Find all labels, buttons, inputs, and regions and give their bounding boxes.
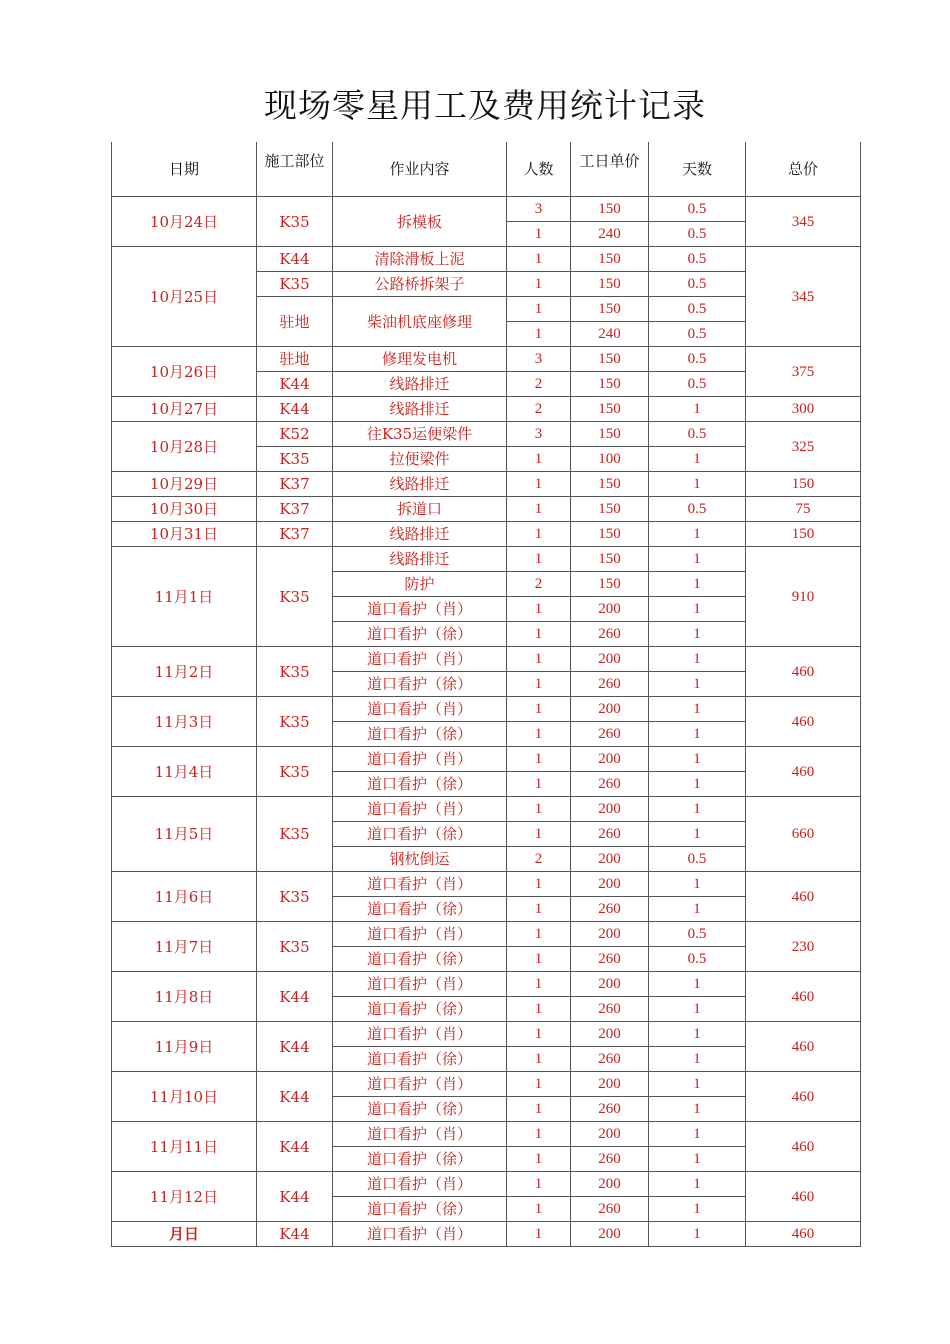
people-cell: 1 — [507, 672, 571, 697]
days-cell: 1 — [649, 872, 746, 897]
table-row — [112, 1072, 861, 1097]
table-row — [112, 747, 861, 772]
people-cell: 1 — [507, 547, 571, 572]
table-row — [112, 1222, 861, 1247]
unit-price-cell: 200 — [571, 647, 649, 672]
people-cell: 1 — [507, 747, 571, 772]
labor-cost-table — [111, 142, 861, 1247]
location-cell: K35 — [257, 747, 333, 797]
header-date: 日期 — [112, 142, 257, 197]
date-cell: 10月24日 — [112, 197, 257, 247]
content-cell: 柴油机底座修理 — [333, 297, 507, 347]
people-cell: 2 — [507, 397, 571, 422]
content-cell: 道口看护（徐） — [333, 1147, 507, 1172]
header-location: 施工部位 — [257, 142, 333, 197]
location-cell: K44 — [257, 972, 333, 1022]
unit-price-cell: 260 — [571, 1047, 649, 1072]
days-cell: 1 — [649, 1122, 746, 1147]
total-cell: 910 — [746, 547, 861, 647]
date-cell: 11月5日 — [112, 797, 257, 872]
days-cell: 1 — [649, 1097, 746, 1122]
content-cell: 线路排迁 — [333, 372, 507, 397]
people-cell: 1 — [507, 647, 571, 672]
location-cell: K35 — [257, 872, 333, 922]
people-cell: 1 — [507, 697, 571, 722]
people-cell: 1 — [507, 297, 571, 322]
people-cell: 1 — [507, 597, 571, 622]
location-cell: K44 — [257, 1172, 333, 1222]
content-cell: 道口看护（肖） — [333, 922, 507, 947]
people-cell: 2 — [507, 572, 571, 597]
content-cell: 道口看护（肖） — [333, 872, 507, 897]
unit-price-cell: 240 — [571, 222, 649, 247]
table-row — [112, 797, 861, 822]
table-row — [112, 972, 861, 997]
unit-price-cell: 200 — [571, 1022, 649, 1047]
page-title: 现场零星用工及费用统计记录 — [264, 86, 706, 125]
unit-price-cell: 200 — [571, 1222, 649, 1247]
total-cell: 460 — [746, 1072, 861, 1122]
location-cell: K52 — [257, 422, 333, 447]
people-cell: 1 — [507, 897, 571, 922]
content-cell: 道口看护（肖） — [333, 747, 507, 772]
date-cell: 11月10日 — [112, 1072, 257, 1122]
days-cell: 1 — [649, 722, 746, 747]
date-cell: 11月9日 — [112, 1022, 257, 1072]
people-cell: 1 — [507, 872, 571, 897]
location-cell: K35 — [257, 547, 333, 647]
location-cell: K35 — [257, 647, 333, 697]
location-cell: 驻地 — [257, 347, 333, 372]
date-cell: 11月6日 — [112, 872, 257, 922]
unit-price-cell: 260 — [571, 622, 649, 647]
content-cell: 道口看护（徐） — [333, 722, 507, 747]
days-cell: 0.5 — [649, 922, 746, 947]
total-cell: 460 — [746, 872, 861, 922]
table-row — [112, 922, 861, 947]
table-row — [112, 1022, 861, 1047]
table-row — [112, 1172, 861, 1197]
date-cell: 10月30日 — [112, 497, 257, 522]
total-cell: 230 — [746, 922, 861, 972]
table-row — [112, 497, 861, 522]
date-cell: 11月4日 — [112, 747, 257, 797]
unit-price-cell: 200 — [571, 872, 649, 897]
location-cell: K37 — [257, 472, 333, 497]
people-cell: 1 — [507, 222, 571, 247]
people-cell: 1 — [507, 272, 571, 297]
total-cell: 150 — [746, 522, 861, 547]
people-cell: 1 — [507, 522, 571, 547]
date-cell: 10月27日 — [112, 397, 257, 422]
days-cell: 1 — [649, 647, 746, 672]
content-cell: 线路排迁 — [333, 472, 507, 497]
table-row — [112, 247, 861, 272]
people-cell: 3 — [507, 347, 571, 372]
people-cell: 1 — [507, 1197, 571, 1222]
total-cell: 460 — [746, 697, 861, 747]
unit-price-cell: 260 — [571, 947, 649, 972]
location-cell: K44 — [257, 1222, 333, 1247]
days-cell: 1 — [649, 897, 746, 922]
location-cell: K35 — [257, 197, 333, 247]
days-cell: 0.5 — [649, 222, 746, 247]
content-cell: 道口看护（肖） — [333, 1172, 507, 1197]
people-cell: 1 — [507, 1122, 571, 1147]
content-cell: 往K35运便梁件 — [333, 422, 507, 447]
days-cell: 1 — [649, 522, 746, 547]
days-cell: 1 — [649, 997, 746, 1022]
people-cell: 1 — [507, 1222, 571, 1247]
content-cell: 道口看护（徐） — [333, 1197, 507, 1222]
unit-price-cell: 200 — [571, 1072, 649, 1097]
content-cell: 钢枕倒运 — [333, 847, 507, 872]
days-cell: 0.5 — [649, 297, 746, 322]
unit-price-cell: 150 — [571, 572, 649, 597]
days-cell: 1 — [649, 1222, 746, 1247]
content-cell: 道口看护（徐） — [333, 947, 507, 972]
unit-price-cell: 200 — [571, 1122, 649, 1147]
people-cell: 1 — [507, 997, 571, 1022]
unit-price-cell: 200 — [571, 797, 649, 822]
unit-price-cell: 260 — [571, 1097, 649, 1122]
unit-price-cell: 200 — [571, 922, 649, 947]
people-cell: 1 — [507, 922, 571, 947]
location-cell: K35 — [257, 272, 333, 297]
table-row — [112, 197, 861, 222]
people-cell: 1 — [507, 1097, 571, 1122]
days-cell: 1 — [649, 972, 746, 997]
date-cell: 11月8日 — [112, 972, 257, 1022]
content-cell: 道口看护（徐） — [333, 672, 507, 697]
location-cell: K44 — [257, 247, 333, 272]
days-cell: 0.5 — [649, 947, 746, 972]
content-cell: 道口看护（徐） — [333, 772, 507, 797]
location-cell: K35 — [257, 447, 333, 472]
header-row — [112, 142, 861, 197]
date-cell: 月日 — [112, 1222, 257, 1247]
date-cell: 11月7日 — [112, 922, 257, 972]
location-cell: K44 — [257, 1122, 333, 1172]
days-cell: 1 — [649, 1197, 746, 1222]
unit-price-cell: 260 — [571, 672, 649, 697]
total-cell: 460 — [746, 972, 861, 1022]
unit-price-cell: 200 — [571, 747, 649, 772]
people-cell: 2 — [507, 372, 571, 397]
content-cell: 线路排迁 — [333, 547, 507, 572]
unit-price-cell: 150 — [571, 347, 649, 372]
days-cell: 1 — [649, 547, 746, 572]
content-cell: 线路排迁 — [333, 397, 507, 422]
days-cell: 1 — [649, 1147, 746, 1172]
header-unit-price: 工日单价 — [571, 142, 649, 197]
total-cell: 300 — [746, 397, 861, 422]
content-cell: 道口看护（肖） — [333, 797, 507, 822]
unit-price-cell: 150 — [571, 247, 649, 272]
people-cell: 1 — [507, 797, 571, 822]
days-cell: 1 — [649, 1072, 746, 1097]
days-cell: 1 — [649, 747, 746, 772]
table-row — [112, 697, 861, 722]
total-cell: 460 — [746, 1172, 861, 1222]
content-cell: 公路桥拆架子 — [333, 272, 507, 297]
content-cell: 防护 — [333, 572, 507, 597]
unit-price-cell: 150 — [571, 422, 649, 447]
content-cell: 道口看护（肖） — [333, 1022, 507, 1047]
location-cell: K35 — [257, 697, 333, 747]
content-cell: 修理发电机 — [333, 347, 507, 372]
table-row — [112, 647, 861, 672]
content-cell: 道口看护（徐） — [333, 822, 507, 847]
unit-price-cell: 260 — [571, 822, 649, 847]
table-row — [112, 347, 861, 372]
days-cell: 1 — [649, 822, 746, 847]
unit-price-cell: 100 — [571, 447, 649, 472]
total-cell: 460 — [746, 647, 861, 697]
table-row — [112, 872, 861, 897]
unit-price-cell: 150 — [571, 522, 649, 547]
unit-price-cell: 200 — [571, 1172, 649, 1197]
people-cell: 1 — [507, 947, 571, 972]
total-cell: 345 — [746, 197, 861, 247]
date-cell: 10月29日 — [112, 472, 257, 497]
content-cell: 道口看护（徐） — [333, 1097, 507, 1122]
table-body — [112, 197, 861, 1247]
people-cell: 1 — [507, 1022, 571, 1047]
unit-price-cell: 200 — [571, 847, 649, 872]
total-cell: 460 — [746, 1022, 861, 1072]
unit-price-cell: 150 — [571, 197, 649, 222]
content-cell: 道口看护（徐） — [333, 1047, 507, 1072]
date-cell: 10月31日 — [112, 522, 257, 547]
content-cell: 道口看护（徐） — [333, 897, 507, 922]
date-cell: 11月11日 — [112, 1122, 257, 1172]
content-cell: 拉便梁件 — [333, 447, 507, 472]
table-row — [112, 1122, 861, 1147]
days-cell: 0.5 — [649, 347, 746, 372]
people-cell: 1 — [507, 1072, 571, 1097]
days-cell: 0.5 — [649, 322, 746, 347]
unit-price-cell: 150 — [571, 547, 649, 572]
table-row — [112, 522, 861, 547]
people-cell: 3 — [507, 422, 571, 447]
header-total: 总价 — [746, 142, 861, 197]
location-cell: K35 — [257, 922, 333, 972]
content-cell: 道口看护（徐） — [333, 622, 507, 647]
date-cell: 10月25日 — [112, 247, 257, 347]
days-cell: 0.5 — [649, 497, 746, 522]
people-cell: 1 — [507, 1047, 571, 1072]
content-cell: 道口看护（肖） — [333, 697, 507, 722]
content-cell: 道口看护（肖） — [333, 597, 507, 622]
unit-price-cell: 200 — [571, 697, 649, 722]
unit-price-cell: 150 — [571, 297, 649, 322]
content-cell: 道口看护（肖） — [333, 972, 507, 997]
total-cell: 660 — [746, 797, 861, 872]
days-cell: 0.5 — [649, 847, 746, 872]
days-cell: 1 — [649, 1172, 746, 1197]
date-cell: 11月12日 — [112, 1172, 257, 1222]
days-cell: 1 — [649, 772, 746, 797]
total-cell: 75 — [746, 497, 861, 522]
location-cell: 驻地 — [257, 297, 333, 347]
location-cell: K44 — [257, 1022, 333, 1072]
location-cell: K37 — [257, 497, 333, 522]
unit-price-cell: 150 — [571, 397, 649, 422]
content-cell: 道口看护（徐） — [333, 997, 507, 1022]
date-cell: 11月1日 — [112, 547, 257, 647]
date-cell: 11月3日 — [112, 697, 257, 747]
unit-price-cell: 260 — [571, 772, 649, 797]
total-cell: 460 — [746, 1122, 861, 1172]
table-row — [112, 422, 861, 447]
date-cell: 10月26日 — [112, 347, 257, 397]
people-cell: 1 — [507, 447, 571, 472]
people-cell: 1 — [507, 772, 571, 797]
unit-price-cell: 240 — [571, 322, 649, 347]
days-cell: 1 — [649, 797, 746, 822]
table-row — [112, 397, 861, 422]
people-cell: 1 — [507, 622, 571, 647]
days-cell: 1 — [649, 697, 746, 722]
days-cell: 0.5 — [649, 422, 746, 447]
header-people: 人数 — [507, 142, 571, 197]
content-cell: 清除滑板上泥 — [333, 247, 507, 272]
days-cell: 1 — [649, 622, 746, 647]
days-cell: 0.5 — [649, 247, 746, 272]
total-cell: 325 — [746, 422, 861, 472]
content-cell: 道口看护（肖） — [333, 1222, 507, 1247]
location-cell: K44 — [257, 397, 333, 422]
table-row — [112, 547, 861, 572]
people-cell: 1 — [507, 1172, 571, 1197]
unit-price-cell: 260 — [571, 1197, 649, 1222]
location-cell: K44 — [257, 372, 333, 397]
content-cell: 拆模板 — [333, 197, 507, 247]
people-cell: 2 — [507, 847, 571, 872]
unit-price-cell: 150 — [571, 372, 649, 397]
people-cell: 3 — [507, 197, 571, 222]
table-row — [112, 472, 861, 497]
days-cell: 1 — [649, 1047, 746, 1072]
content-cell: 道口看护（肖） — [333, 647, 507, 672]
people-cell: 1 — [507, 472, 571, 497]
unit-price-cell: 260 — [571, 1147, 649, 1172]
people-cell: 1 — [507, 822, 571, 847]
days-cell: 1 — [649, 1022, 746, 1047]
people-cell: 1 — [507, 322, 571, 347]
days-cell: 1 — [649, 672, 746, 697]
days-cell: 1 — [649, 472, 746, 497]
people-cell: 1 — [507, 497, 571, 522]
days-cell: 0.5 — [649, 272, 746, 297]
content-cell: 线路排迁 — [333, 522, 507, 547]
days-cell: 0.5 — [649, 197, 746, 222]
people-cell: 1 — [507, 1147, 571, 1172]
total-cell: 375 — [746, 347, 861, 397]
total-cell: 460 — [746, 1222, 861, 1247]
unit-price-cell: 200 — [571, 597, 649, 622]
header-content: 作业内容 — [333, 142, 507, 197]
people-cell: 1 — [507, 247, 571, 272]
days-cell: 1 — [649, 447, 746, 472]
days-cell: 1 — [649, 597, 746, 622]
people-cell: 1 — [507, 722, 571, 747]
total-cell: 460 — [746, 747, 861, 797]
location-cell: K44 — [257, 1072, 333, 1122]
date-cell: 10月28日 — [112, 422, 257, 472]
days-cell: 0.5 — [649, 372, 746, 397]
unit-price-cell: 260 — [571, 997, 649, 1022]
days-cell: 1 — [649, 397, 746, 422]
unit-price-cell: 260 — [571, 722, 649, 747]
date-cell: 11月2日 — [112, 647, 257, 697]
unit-price-cell: 150 — [571, 497, 649, 522]
header-days: 天数 — [649, 142, 746, 197]
total-cell: 345 — [746, 247, 861, 347]
content-cell: 道口看护（肖） — [333, 1072, 507, 1097]
people-cell: 1 — [507, 972, 571, 997]
unit-price-cell: 200 — [571, 972, 649, 997]
location-cell: K35 — [257, 797, 333, 872]
unit-price-cell: 260 — [571, 897, 649, 922]
days-cell: 1 — [649, 572, 746, 597]
content-cell: 道口看护（肖） — [333, 1122, 507, 1147]
total-cell: 150 — [746, 472, 861, 497]
unit-price-cell: 150 — [571, 272, 649, 297]
unit-price-cell: 150 — [571, 472, 649, 497]
content-cell: 拆道口 — [333, 497, 507, 522]
location-cell: K37 — [257, 522, 333, 547]
